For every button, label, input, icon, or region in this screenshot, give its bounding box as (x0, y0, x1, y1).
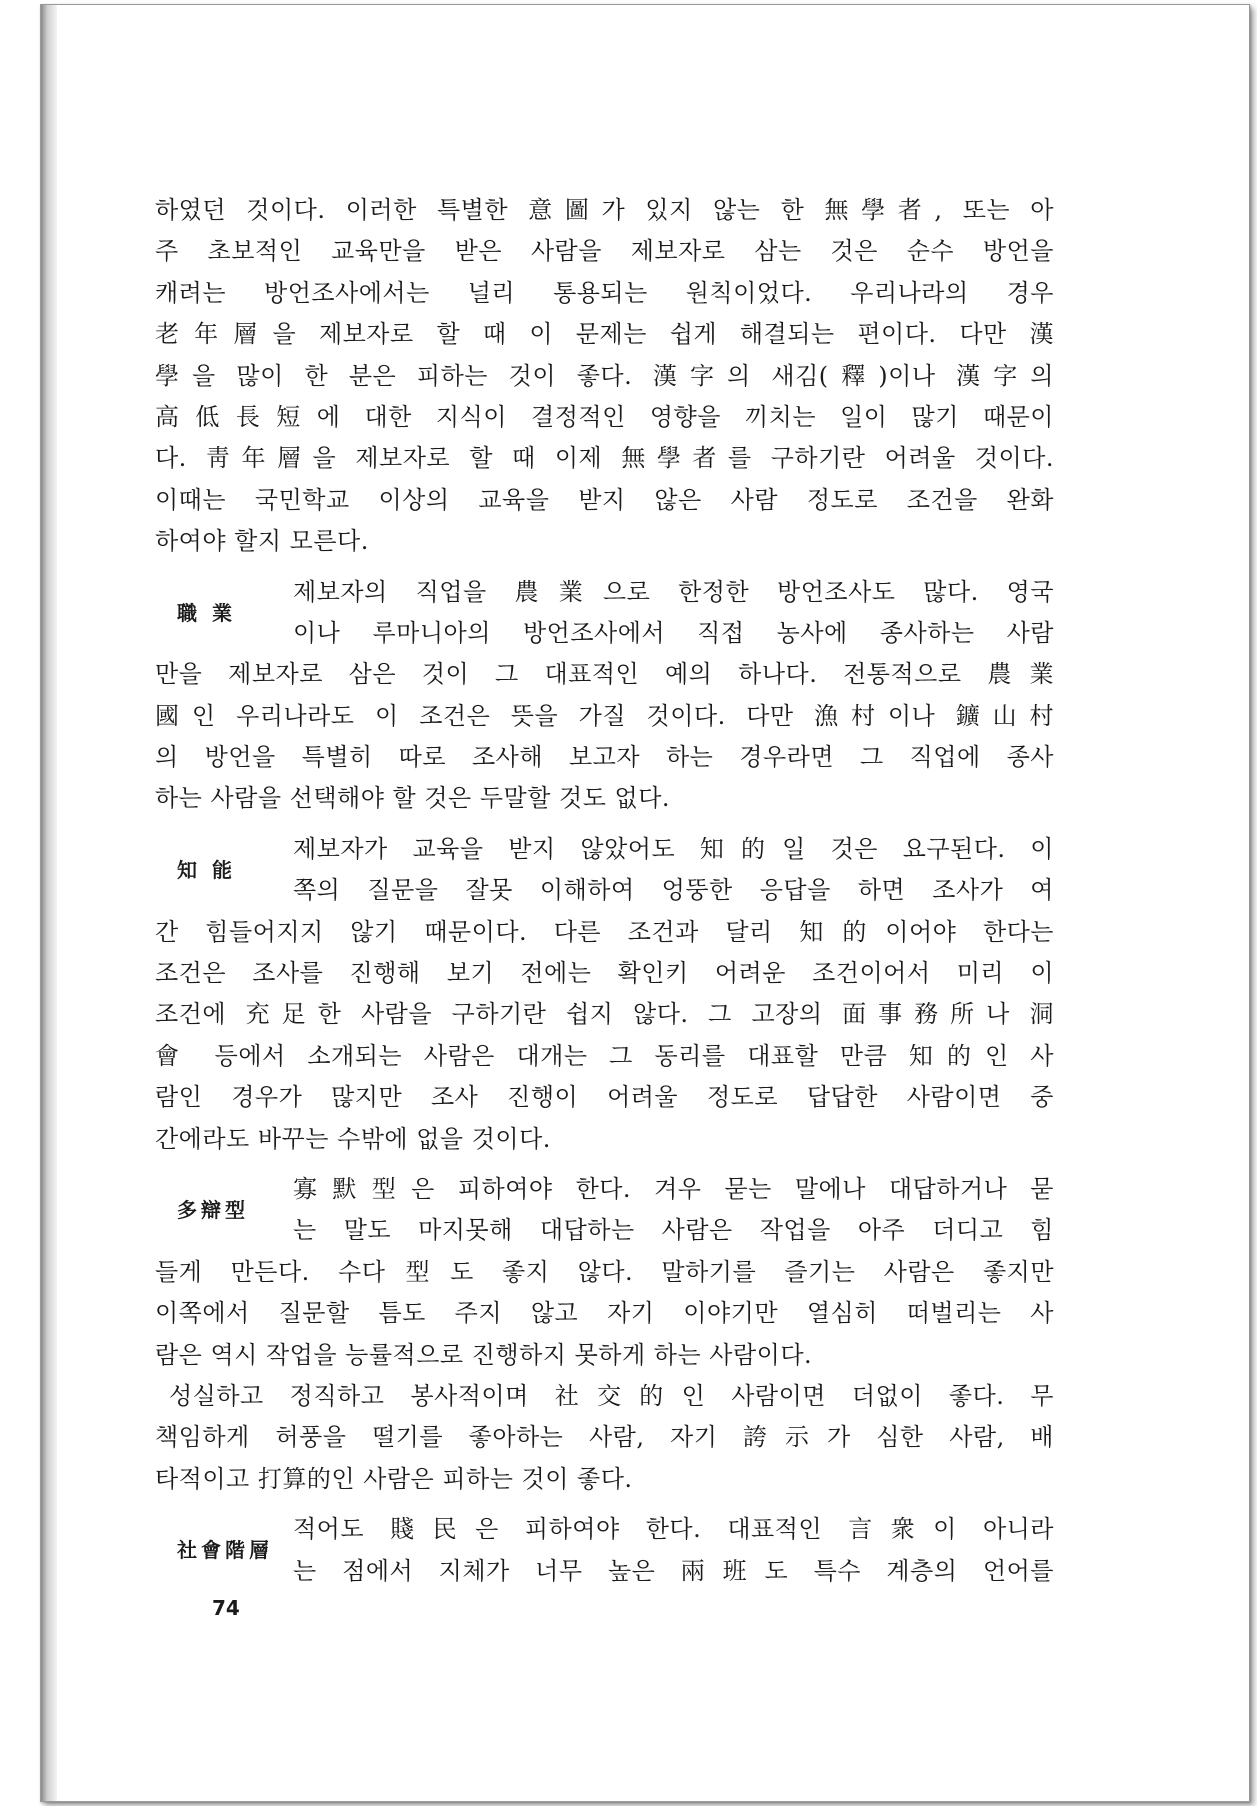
text-line: 간 힘들어지지 않기 때문이다. 다른 조건과 달리 知的이어야 한다는 (155, 917, 1054, 946)
section-occupation (155, 572, 1054, 820)
section-heading-social-class: 社會階層 (177, 1538, 273, 1563)
section-heading-talkative: 多辯型 (177, 1197, 249, 1222)
page-body (155, 190, 1054, 1592)
text-line: 하는 사람을 선택해야 할 것은 두말할 것도 없다. (155, 784, 671, 813)
text-line: 제보자의 직업을 農業으로 한정한 방언조사도 많다. 영국 (293, 577, 1054, 606)
paragraph-intro (155, 190, 1054, 563)
section-heading-occupation: 職 業 (177, 600, 236, 625)
text-line: 성실하고 정직하고 봉사적이며 社交的인 사람이면 더없이 좋다. 무 (169, 1381, 1054, 1410)
text-line: 조건은 조사를 진행해 보기 전에는 확인키 어려운 조건이어서 미리 이 (155, 959, 1054, 988)
text-line: 이때는 국민학교 이상의 교육을 받지 않은 사람 정도로 조건을 완화 (155, 485, 1054, 514)
text-line: 는 점에서 지체가 너무 높은 兩班도 특수 계층의 언어를 (293, 1556, 1054, 1585)
text-line: 會 등에서 소개되는 사람은 대개는 그 동리를 대표할 만큼 知的인 사 (155, 1041, 1054, 1070)
text-line: 들게 만든다. 수다型도 좋지 않다. 말하기를 즐기는 사람은 좋지만 (155, 1257, 1054, 1286)
page-number: 74 (212, 1596, 240, 1620)
section-social-class (155, 1509, 1054, 1592)
text-line: 주 초보적인 교육만을 받은 사람을 제보자로 삼는 것은 순수 방언을 (155, 237, 1054, 266)
text-line: 이쪽에서 질문할 틈도 주지 않고 자기 이야기만 열심히 떠벌리는 사 (155, 1299, 1054, 1328)
text-line: 이나 루마니아의 방언조사에서 직접 농사에 종사하는 사람 (293, 618, 1054, 647)
section-heading-intelligence: 知 能 (177, 857, 236, 882)
text-line: 책임하게 허풍을 떨기를 좋아하는 사람, 자기 誇示가 심한 사람, 배 (155, 1423, 1054, 1452)
text-line: 람인 경우가 많지만 조사 진행이 어려울 정도로 답답한 사람이면 중 (155, 1083, 1054, 1112)
text-line: 寡默型은 피하여야 한다. 겨우 묻는 말에나 대답하거나 묻 (293, 1174, 1054, 1203)
text-line: 다. 靑年層을 제보자로 할 때 이제 無學者를 구하기란 어려울 것이다. (155, 444, 1054, 473)
text-line: 간에라도 바꾸는 수밖에 없을 것이다. (155, 1124, 551, 1153)
text-line: 적어도 賤民은 피하여야 한다. 대표적인 言衆이 아니라 (293, 1515, 1054, 1544)
text-line: 國인 우리나라도 이 조건은 뜻을 가질 것이다. 다만 漁村이나 鑛山村 (155, 701, 1054, 730)
text-line: 하였던 것이다. 이러한 특별한 意圖가 있지 않는 한 無學者, 또는 아 (155, 196, 1054, 224)
text-line: 高低長短에 대한 지식이 결정적인 영향을 끼치는 일이 많기 때문이 (155, 402, 1054, 431)
text-line: 쪽의 질문을 잘못 이해하여 엉뚱한 응답을 하면 조사가 여 (293, 876, 1054, 905)
text-line: 제보자가 교육을 받지 않았어도 知的일 것은 요구된다. 이 (293, 834, 1054, 863)
text-line: 캐려는 방언조사에서는 널리 통용되는 원칙이었다. 우리나라의 경우 (155, 278, 1054, 307)
section-intelligence (155, 829, 1054, 1160)
section-talkative (155, 1169, 1054, 1500)
text-line: 學을 많이 한 분은 피하는 것이 좋다. 漢字의 새김(釋)이나 漢字의 (155, 361, 1054, 390)
text-line: 하여야 할지 모른다. (155, 527, 369, 556)
text-line: 老年層을 제보자로 할 때 이 문제는 쉽게 해결되는 편이다. 다만 漢 (155, 320, 1054, 349)
text-line: 람은 역시 작업을 능률적으로 진행하지 못하게 하는 사람이다. (155, 1340, 813, 1369)
text-line: 타적이고 打算的인 사람은 피하는 것이 좋다. (155, 1464, 633, 1493)
text-line: 조건에 充足한 사람을 구하기란 쉽지 않다. 그 고장의 面事務所나 洞 (155, 1000, 1054, 1029)
text-line: 의 방언을 특별히 따로 조사해 보고자 하는 경우라면 그 직업에 종사 (155, 743, 1054, 772)
text-line: 는 말도 마지못해 대답하는 사람은 작업을 아주 더디고 힘 (293, 1216, 1054, 1245)
page-spine-shadow (41, 5, 57, 1801)
text-line: 만을 제보자로 삼은 것이 그 대표적인 예의 하나다. 전통적으로 農業 (155, 660, 1054, 689)
